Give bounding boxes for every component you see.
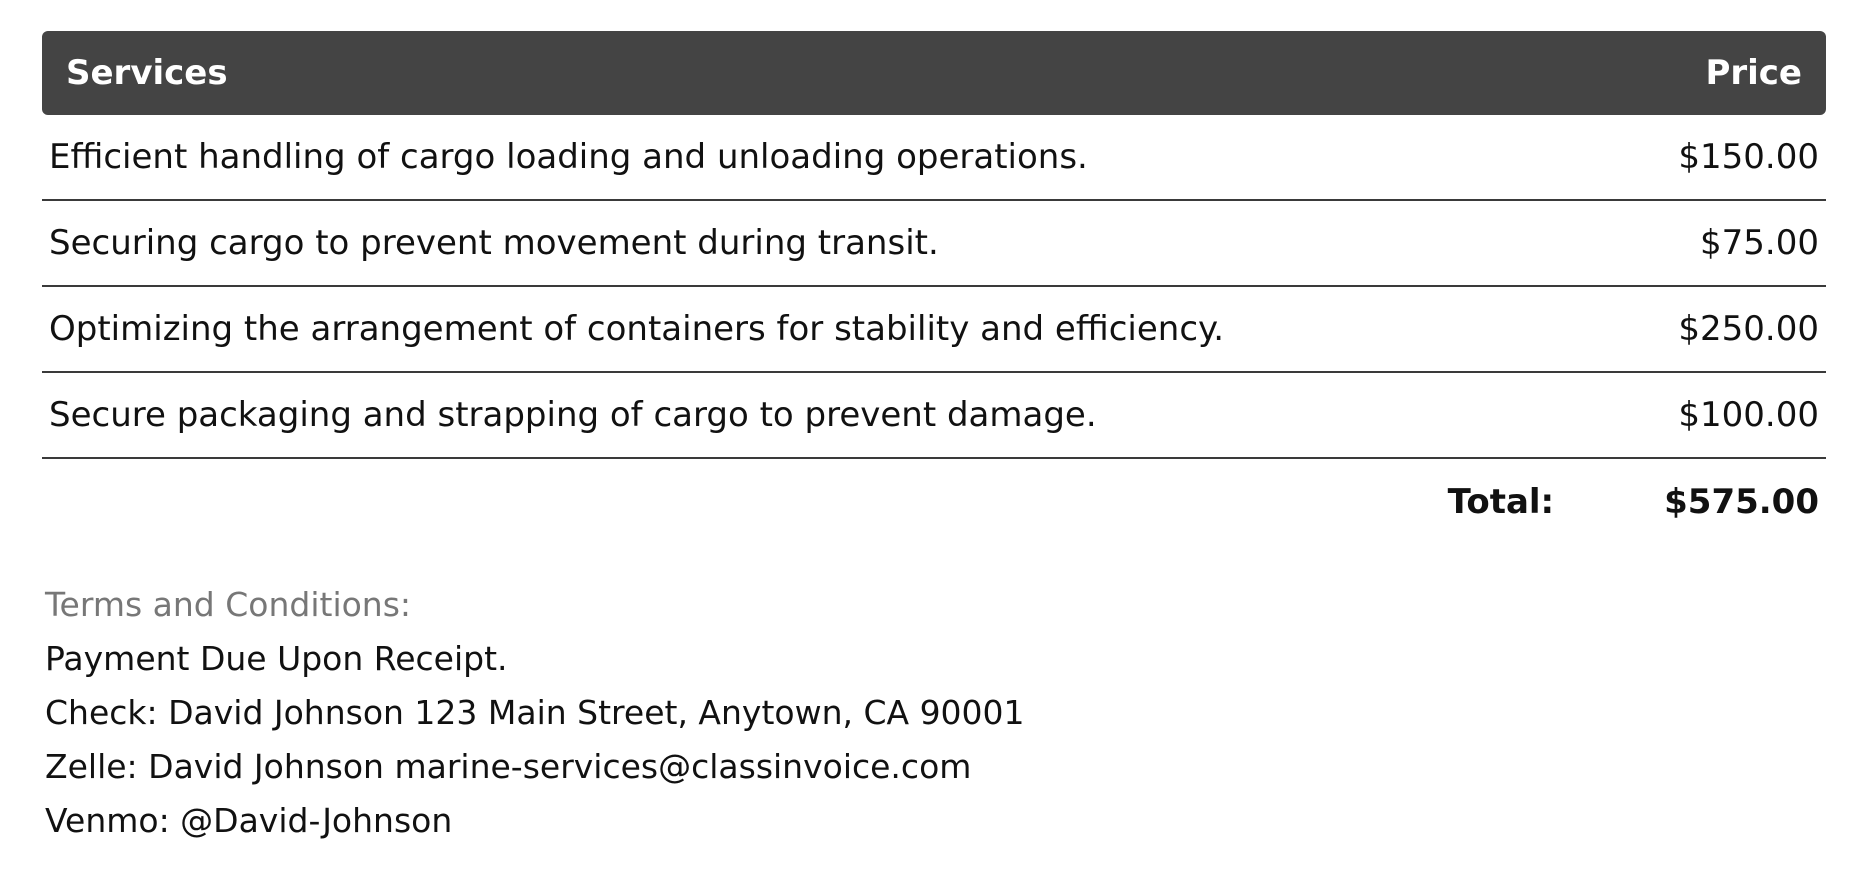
- service-price: $150.00: [1678, 137, 1819, 177]
- terms-section: [45, 578, 1025, 848]
- service-description: Efficient handling of cargo loading and unloading operations.: [49, 137, 1088, 177]
- total-row: [42, 459, 1826, 545]
- terms-check-info: Check: David Johnson 123 Main Street, Anytown, CA 90001: [45, 693, 1025, 732]
- services-table: [42, 31, 1826, 545]
- total-label: Total:: [1447, 482, 1555, 522]
- services-column-header: Services: [66, 53, 228, 93]
- table-row: [42, 373, 1826, 459]
- price-column-header: Price: [1705, 53, 1802, 93]
- table-row: [42, 201, 1826, 287]
- table-row: [42, 287, 1826, 373]
- terms-venmo-info: Venmo: @David-Johnson: [45, 801, 453, 840]
- service-price: $250.00: [1678, 309, 1819, 349]
- service-description: Optimizing the arrangement of containers for stability and efficiency.: [49, 309, 1225, 349]
- total-value: $575.00: [1664, 482, 1819, 522]
- service-price: $75.00: [1700, 223, 1819, 263]
- terms-zelle-info: Zelle: David Johnson marine-services@classinvoice.com: [45, 747, 972, 786]
- table-header: [42, 31, 1826, 115]
- terms-heading: Terms and Conditions:: [45, 585, 412, 624]
- service-description: Secure packaging and strapping of cargo to prevent damage.: [49, 395, 1097, 435]
- service-description: Securing cargo to prevent movement during transit.: [49, 223, 939, 263]
- service-price: $100.00: [1678, 395, 1819, 435]
- table-row: [42, 115, 1826, 201]
- terms-payment-due: Payment Due Upon Receipt.: [45, 639, 508, 678]
